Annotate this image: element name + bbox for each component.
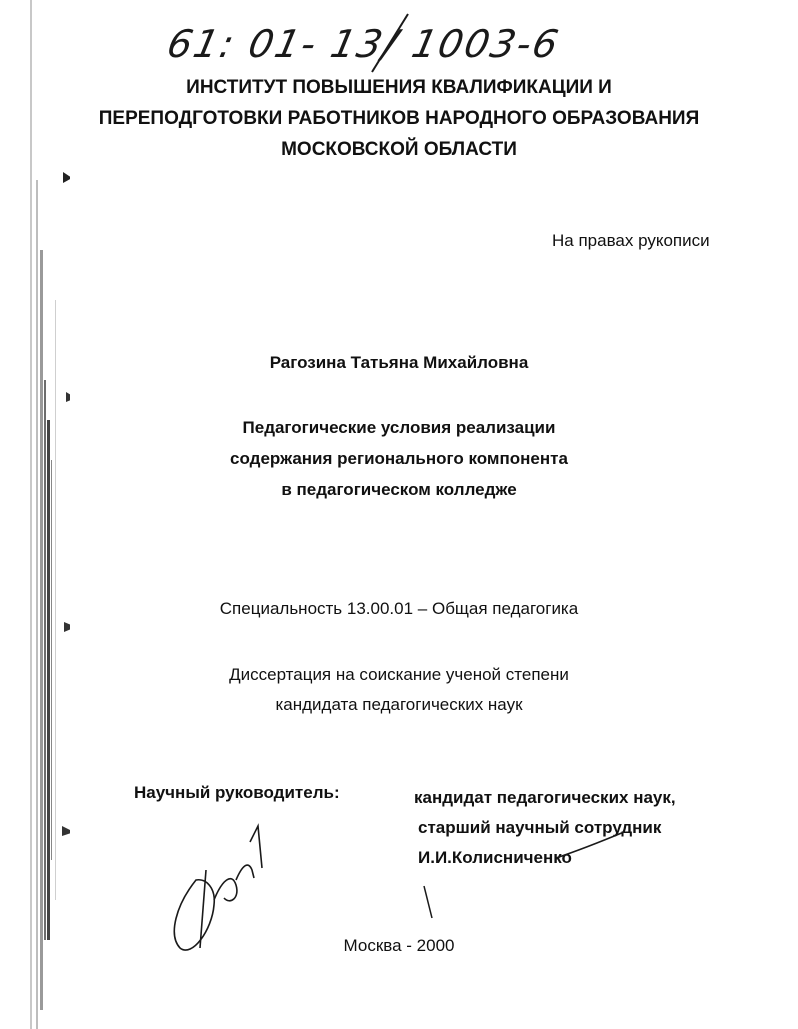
author-name: Рагозина Татьяна Михайловна (269, 353, 529, 372)
institution-line-1: ИНСТИТУТ ПОВЫШЕНИЯ КВАЛИФИКАЦИИ И (186, 77, 612, 98)
title-line-2: содержания регионального компонента (230, 449, 568, 468)
dissertation-degree (0, 660, 798, 720)
city-year: Москва - 2000 (343, 936, 455, 955)
dissertation-title (0, 412, 798, 505)
degree-line-1: Диссертация на соискание ученой степени (229, 665, 569, 684)
signature-icon (174, 826, 262, 950)
institution-line-3: МОСКОВСКОЙ ОБЛАСТИ (281, 139, 517, 160)
supervisor-degree: кандидат педагогических наук, (414, 788, 676, 807)
supervisor-name: И.И.Колисниченко (418, 848, 572, 867)
institution-line-2: ПЕРЕПОДГОТОВКИ РАБОТНИКОВ НАРОДНОГО ОБРАЗОВАНИЯ (98, 108, 700, 129)
handwritten-archive-code: 61: 01- 13/ 1003-6 (163, 22, 564, 66)
supervisor-rank: старший научный сотрудник (418, 818, 662, 837)
manuscript-note: На правах рукописи (552, 231, 710, 250)
title-line-1: Педагогические условия реализации (242, 418, 556, 437)
degree-line-2: кандидата педагогических наук (275, 695, 523, 714)
supervisor-details (414, 783, 676, 873)
pen-stroke-icon (424, 886, 432, 918)
supervisor-label: Научный руководитель: (134, 783, 340, 802)
title-line-3: в педагогическом колледже (281, 480, 517, 499)
specialty-line: Специальность 13.00.01 – Общая педагогика (219, 599, 579, 618)
